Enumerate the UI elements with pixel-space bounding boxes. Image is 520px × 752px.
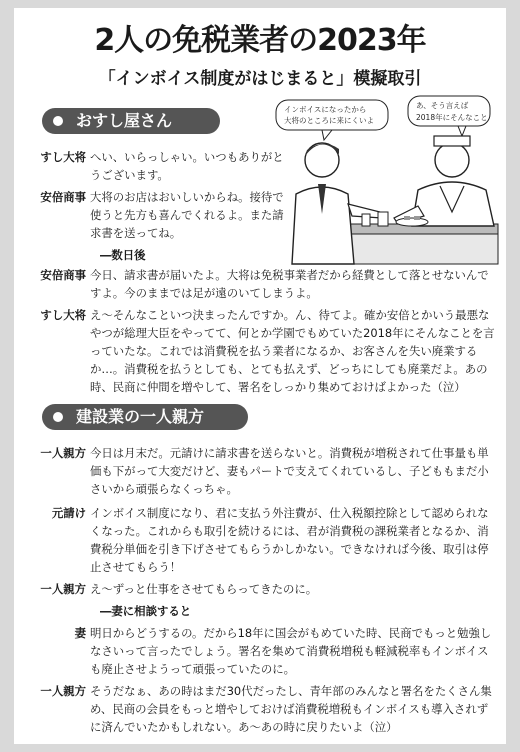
page-title: 2人の免税業者の2023年 — [94, 23, 426, 58]
speaker-label: すし大将 — [40, 308, 86, 322]
dialogue-text: 大将のお店はおいしいからね。接待で使うと先方も喜んでくれるよ。また請求書を送ってね。 — [90, 190, 284, 240]
scene-note: ―数日後 — [100, 248, 146, 262]
bubble-right-line2: 2018年にそんなこと — [416, 113, 488, 122]
scene-note: ―妻に相談すると — [100, 604, 192, 618]
speaker-label: 安倍商事 — [40, 268, 86, 282]
dialogue-text: 明日からどうするの。だから18年に国会がもめていた時、民商でもっと勉強しなさいって言ったでしょう。署名を集めて消費税増税も軽減税率もインボイスも廃止させようって頑張っていたのに。 — [90, 626, 492, 676]
speaker-label: 一人親方 — [40, 684, 86, 698]
bullet-dot — [53, 116, 63, 126]
section-heading-sushi-label: おすし屋さん — [76, 111, 173, 130]
speaker-label: すし大将 — [40, 150, 86, 164]
speaker-label: 一人親方 — [40, 446, 86, 460]
section-heading-sushi — [42, 108, 220, 134]
dialogue-text: え～そんなこといつ決まったんですか。ん、待てよ。確か安倍とかいう最悪なやつが総理大臣をやってて、何とか学園でもめていた2018年にそんなことを言っていたな。これでは消費税を払う業者になるか、お客さんを失い廃業するか…。消費税を払うとしても、とても払えず、どっちにしても廃業だよ。あの時、民商に仲間を増やして、署名をしっかり集めておけばよかった（泣） — [90, 308, 495, 394]
dialogue-text: そうだなぁ、あの時はまだ30代だったし、青年部のみんなと署名をたくさん集め、民商の会員をもっと増やしておけば消費税増税もインボイスも導入されずに済んでいたかもしれない。あ～あの時に戻りたいよ（泣） — [90, 684, 492, 734]
bubble-right-line1: あ、そう言えば — [416, 101, 469, 110]
speaker-label: 安倍商事 — [40, 190, 86, 204]
section-heading-construction — [42, 404, 248, 430]
dialogue-text: インボイス制度になり、君に支払う外注費が、仕入税額控除として認められなくなった。これからも取引を続けるには、君が消費税の課税業者となるか、消費税分単価を引き下げさせてもらうかしかない。できなければ今後、取引は停止させてもらう！ — [90, 506, 489, 574]
dialogue-text: 今日、請求書が届いたよ。大将は免税事業者だから経費として落とせないんですよ。今のままでは足が遠のいてしまうよ。 — [90, 268, 489, 300]
flyer-page — [14, 8, 506, 744]
dialogue-text: え～ずっと仕事をさせてもらってきたのに。 — [90, 582, 318, 596]
dialogue-text: 今日は月末だ。元請けに請求書を送らないと。消費税が増税されて仕事量も単価も下がって大変だけど、妻もパートで支えてくれているし、子どももまだ小さいから頑張らなくっちゃ。 — [90, 446, 489, 496]
bubble-left-line1: インボイスになったから — [284, 105, 367, 114]
sushi-shop-illustration — [262, 94, 500, 266]
page-subtitle: 「インボイス制度がはじまると」模擬取引 — [98, 69, 422, 89]
speaker-label: 一人親方 — [40, 582, 86, 596]
bullet-dot — [53, 412, 63, 422]
speaker-label: 元請け — [51, 506, 86, 520]
speaker-label: 妻 — [74, 626, 86, 640]
dialogue-text: へい、いらっしゃい。いつもありがとうございます。 — [90, 150, 284, 182]
bubble-left-line2: 大将のところに来にくいよ — [284, 116, 374, 125]
section-heading-construction-label: 建設業の一人親方 — [76, 407, 205, 426]
